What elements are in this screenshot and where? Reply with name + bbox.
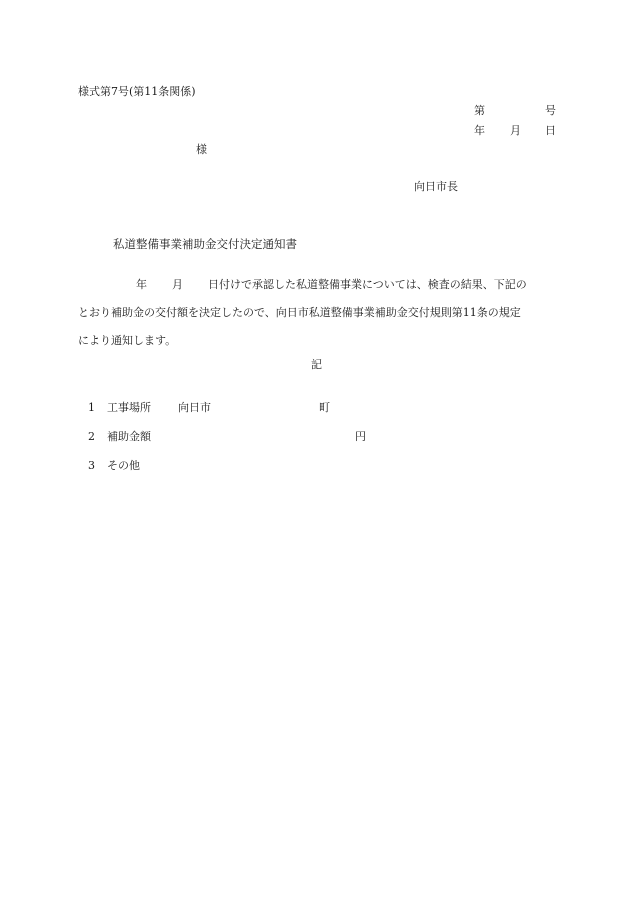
date-day: 日 xyxy=(545,124,556,137)
body-line-3: により通知します。 xyxy=(78,334,177,347)
item-number: 2 xyxy=(88,430,95,443)
body-line-2: とおり補助金の交付額を決定したので、向日市私道整備事業補助金交付規則第11条の規定 xyxy=(78,306,521,319)
date-month: 月 xyxy=(510,124,521,137)
item-number: 3 xyxy=(88,459,95,472)
ki-heading: 記 xyxy=(311,358,322,371)
item-label-location: 工事場所 xyxy=(107,401,151,414)
item-suffix-town: 町 xyxy=(319,401,330,414)
form-label: 様式第7号(第11条関係) xyxy=(78,85,196,98)
sender-name: 向日市長 xyxy=(414,180,458,193)
addressee-suffix: 様 xyxy=(196,143,207,156)
item-label-amount: 補助金額 xyxy=(107,430,151,443)
document-title: 私道整備事業補助金交付決定通知書 xyxy=(113,237,297,251)
item-number: 1 xyxy=(88,401,95,414)
body-year: 年 xyxy=(136,278,147,291)
body-month: 月 xyxy=(172,278,183,291)
item-suffix-yen: 円 xyxy=(355,430,366,443)
date-year: 年 xyxy=(474,124,485,137)
item-value-city: 向日市 xyxy=(178,401,211,414)
body-line-1: 日付けで承認した私道整備事業については、検査の結果、下記の xyxy=(208,278,527,291)
item-label-other: その他 xyxy=(107,459,140,472)
doc-number-prefix: 第 xyxy=(474,104,485,117)
doc-number-suffix: 号 xyxy=(545,104,556,117)
